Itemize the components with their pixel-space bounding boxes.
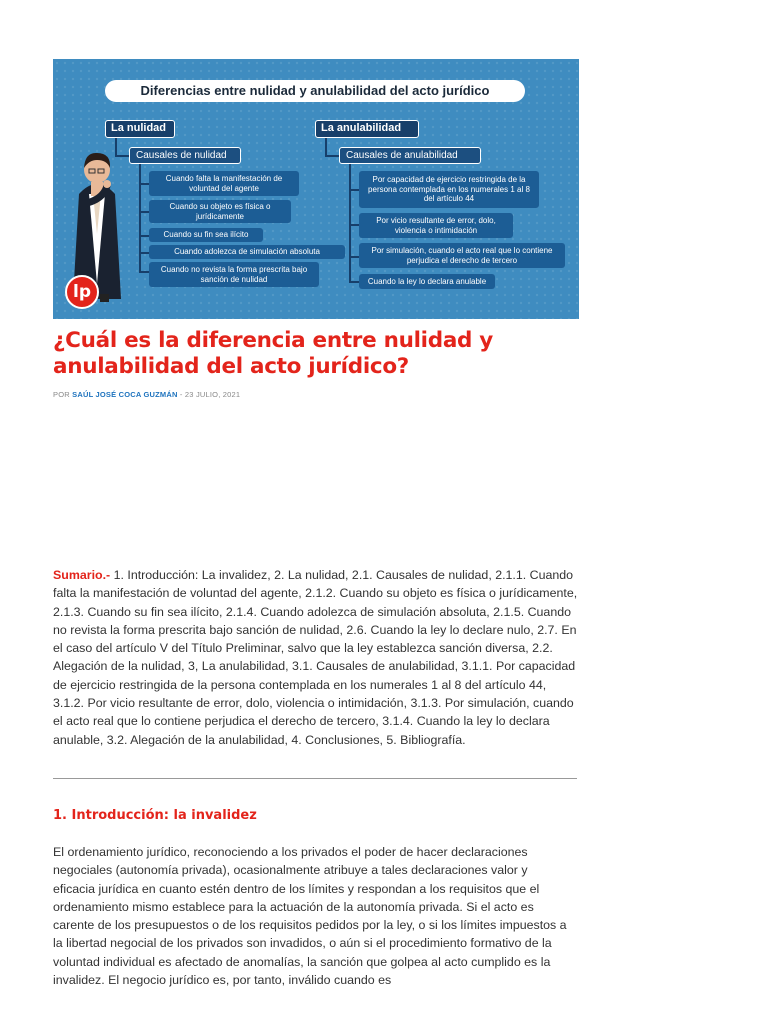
featured-image	[53, 59, 579, 319]
author-link[interactable]: SAÚL JOSÉ COCA GUZMÁN	[72, 390, 178, 399]
anulabilidad-item: Por capacidad de ejercicio restringida de la persona contemplada en los numerales 1 al 8 del artículo 44	[359, 171, 539, 208]
connector-line	[349, 164, 351, 282]
nulidad-item: Cuando su fin sea ilícito	[149, 228, 263, 242]
anulabilidad-item: Cuando la ley lo declara anulable	[359, 274, 495, 289]
infographic-title: Diferencias entre nulidad y anulabilidad del acto jurídico	[105, 80, 525, 102]
connector-line	[139, 235, 149, 237]
article-summary	[53, 566, 579, 749]
connector-line	[139, 271, 149, 273]
connector-line	[325, 138, 327, 156]
connector-line	[139, 252, 149, 254]
connector-line	[139, 211, 149, 213]
section-heading: 1. Introducción: la invalidez	[53, 808, 257, 823]
section-divider	[53, 778, 577, 779]
nulidad-item: Cuando su objeto es física o jurídicamente	[149, 200, 291, 223]
connector-line	[325, 155, 339, 157]
nulidad-item: Cuando falta la manifestación de voluntad del agente	[149, 171, 299, 196]
byline-separator: -	[179, 390, 183, 399]
brand-logo: lp	[65, 275, 99, 309]
anulabilidad-group: Causales de anulabilidad	[339, 147, 481, 164]
nulidad-group: Causales de nulidad	[129, 147, 241, 164]
article-title: ¿Cuál es la diferencia entre nulidad y anulabilidad del acto jurídico?	[53, 328, 494, 379]
publish-date: 23 JULIO, 2021	[184, 390, 241, 399]
nulidad-item: Cuando no revista la forma prescrita bajo sanción de nulidad	[149, 262, 319, 287]
anulabilidad-item: Por simulación, cuando el acto real que lo contiene perjudica el derecho de tercero	[359, 243, 565, 268]
byline-prefix: POR	[53, 390, 70, 399]
anulabilidad-item: Por vicio resultante de error, dolo, violencia o intimidación	[359, 213, 513, 238]
nulidad-item: Cuando adolezca de simulación absoluta	[149, 245, 345, 259]
nulidad-heading: La nulidad	[105, 120, 175, 138]
connector-line	[139, 183, 149, 185]
connector-line	[349, 256, 359, 258]
article-paragraph: El ordenamiento jurídico, reconociendo a los privados el poder de hacer declaraciones negociales (autonomía privada), ocasionalmente atribuye a tales declaraciones valor y eficacia jurídica en cuanto estén dentro de los límites y respondan a los requisitos que el ordenamiento mismo establece para la actuación de la autonomía privada. Si el acto es carente de los presupuestos o de los requisitos pedidos por la ley, o si los límites impuestos a la libertad negocial de los privados son invadidos, o aún si el procedimiento formativo de la voluntad individual es afectado de anomalías, la sanción que golpea al acto cumplido es la invalidez. El negocio jurídico es, por tanto, inválido cuando es	[53, 845, 567, 988]
connector-line	[349, 281, 359, 283]
connector-line	[349, 189, 359, 191]
connector-line	[139, 164, 141, 272]
summary-label: Sumario.-	[53, 568, 111, 582]
summary-text: 1. Introducción: La invalidez, 2. La nulidad, 2.1. Causales de nulidad, 2.1.1. Cuando falta la manifestación de voluntad del agente, 2.1.2. Cuando su objeto es física o jurídicamente, 2.1.3. Cuando su fin sea ilícito, 2.1.4. Cuando adolezca de simulación absoluta, 2.1.5. Cuando no revista la forma prescrita bajo sanción de nulidad, 2.6. Cuando la ley lo declare nulo, 2.7. En el caso del artículo V del Título Preliminar, salvo que la ley establezca sanción diversa, 2.2. Alegación de la nulidad, 3, La anulabilidad, 3.1. Causales de anulabilidad, 3.1.1. Por capacidad de ejercicio restringida de la persona contemplada en los numerales 1 al 8 del artículo 44, 3.1.2. Por vicio resultante de error, dolo, violencia o intimidación, 3.1.3. Por simulación, cuando el acto real que lo contiene perjudica el derecho de tercero, 3.1.4. Cuando la ley lo declara anulable, 3.2. Alegación de la anulabilidad, 4. Conclusiones, 5. Bibliografía.	[53, 568, 578, 747]
anulabilidad-heading: La anulabilidad	[315, 120, 419, 138]
byline	[53, 390, 240, 399]
connector-line	[349, 224, 359, 226]
